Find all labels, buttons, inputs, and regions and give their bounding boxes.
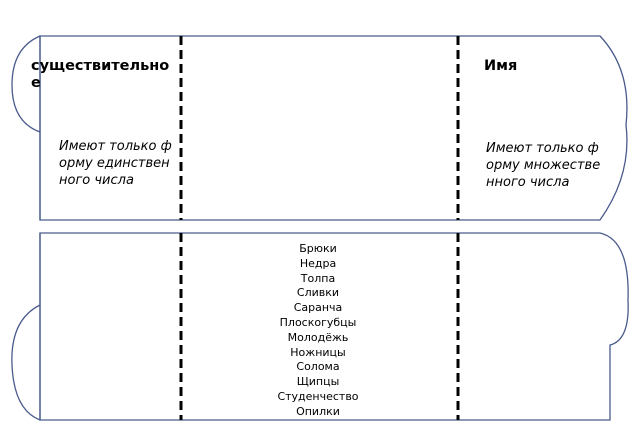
noun-label: существительное bbox=[31, 58, 170, 91]
word-item[interactable]: Саранча bbox=[293, 301, 343, 315]
word-item[interactable]: Щипцы bbox=[296, 375, 340, 389]
word-item[interactable]: Молодёжь bbox=[287, 330, 349, 344]
word-item[interactable]: Сливки bbox=[296, 286, 340, 300]
word-list bbox=[196, 242, 440, 420]
word-item[interactable]: Недра bbox=[299, 256, 337, 270]
word-item[interactable]: Опилки bbox=[296, 404, 340, 418]
word-item[interactable]: Брюки bbox=[299, 242, 337, 255]
word-item[interactable]: Толпа bbox=[300, 271, 336, 285]
word-item[interactable]: Студенчество bbox=[277, 389, 359, 403]
word-item[interactable]: Ножницы bbox=[290, 345, 346, 359]
word-item[interactable]: Солома bbox=[296, 360, 340, 374]
name-label: Имя bbox=[484, 58, 518, 74]
word-item[interactable]: Плоскогубцы bbox=[279, 315, 357, 329]
plural-only-text: Имеют только форму множественного числа bbox=[486, 141, 601, 190]
singular-only-text: Имеют только форму единственного числа bbox=[59, 139, 172, 188]
